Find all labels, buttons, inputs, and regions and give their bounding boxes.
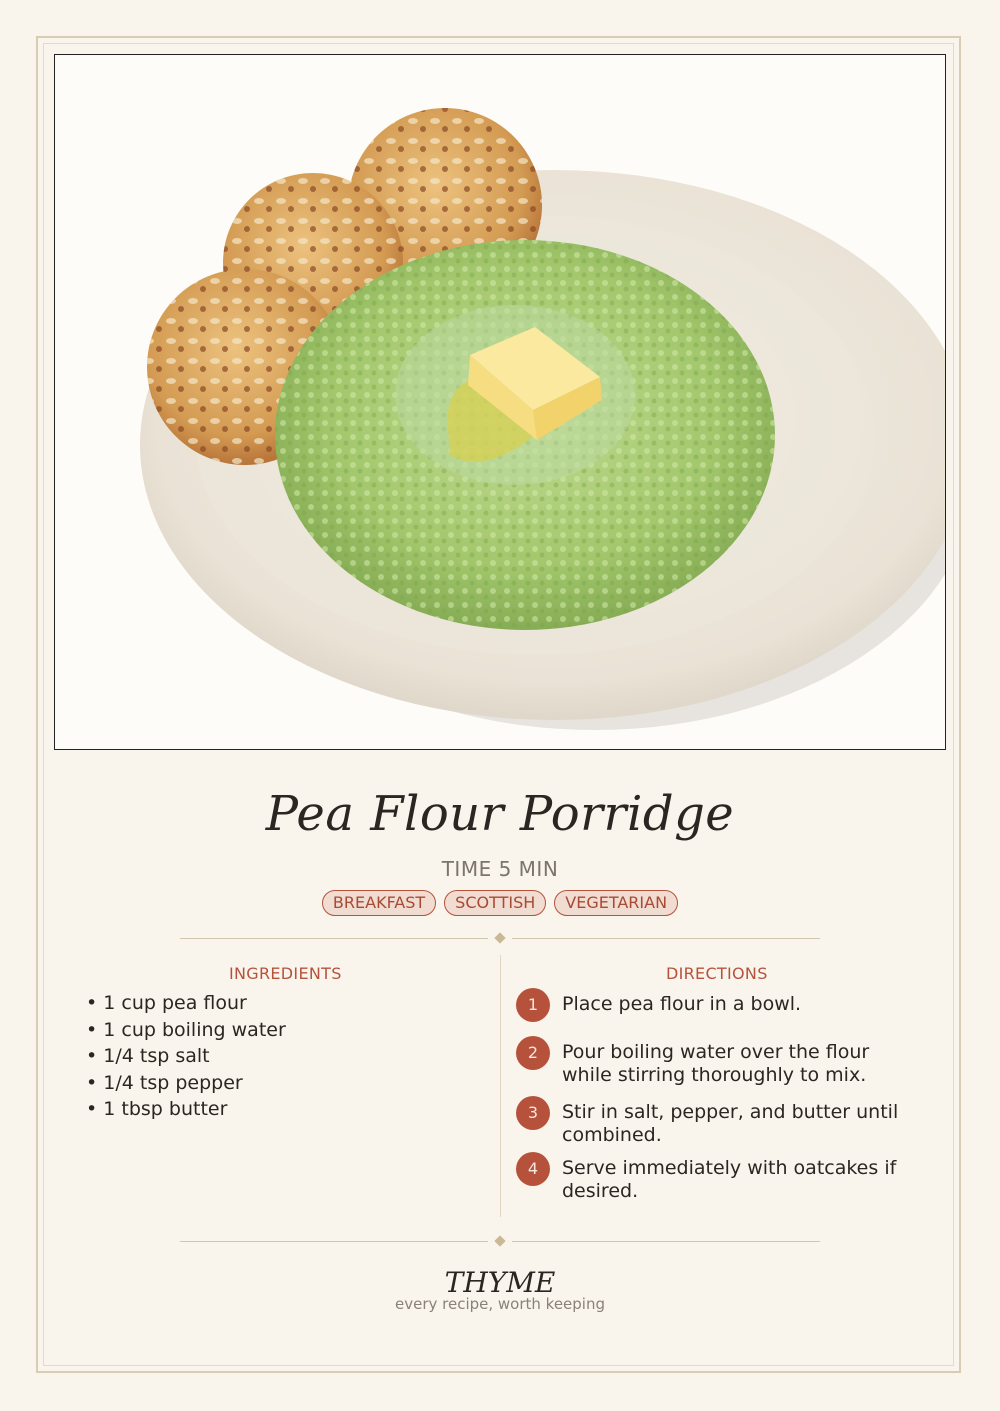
step-text: Serve immediately with oatcakes if desired. (562, 1157, 897, 1202)
cook-time: TIME 5 MIN (441, 857, 559, 881)
tag-badge: BREAKFAST (322, 890, 436, 916)
tag-list (0, 890, 1000, 916)
step-number: 1 (516, 988, 550, 1022)
tag-badge: SCOTTISH (444, 890, 546, 916)
diamond-ornament-icon (494, 932, 505, 943)
directions-heading: DIRECTIONS (666, 964, 768, 983)
brand-tagline: every recipe, worth keeping (394, 1295, 605, 1313)
ingredient-item: • 1/4 tsp pepper (86, 1070, 286, 1097)
ingredients-list (86, 990, 286, 1123)
step-text: Pour boiling water over the flour while stirring thoroughly to mix. (562, 1041, 870, 1086)
ingredient-item: • 1 tbsp butter (86, 1096, 286, 1123)
step-number: 4 (516, 1152, 550, 1186)
step-number: 2 (516, 1036, 550, 1070)
ingredient-item: • 1 cup pea flour (86, 990, 286, 1017)
brand-logo: THYME (444, 1266, 556, 1299)
step-number: 3 (516, 1096, 550, 1130)
recipe-photo (54, 54, 946, 750)
bottom-divider (180, 1235, 820, 1249)
ingredient-item: • 1/4 tsp salt (86, 1043, 286, 1070)
column-divider (500, 955, 501, 1217)
ingredients-heading: INGREDIENTS (229, 964, 342, 983)
tag-badge: VEGETARIAN (554, 890, 678, 916)
recipe-title: Pea Flour Porridge (265, 786, 735, 842)
diamond-ornament-icon (494, 1235, 505, 1246)
step-text: Stir in salt, pepper, and butter until combined. (562, 1101, 899, 1146)
ingredient-item: • 1 cup boiling water (86, 1017, 286, 1044)
top-divider (180, 932, 820, 946)
step-text: Place pea flour in a bowl. (562, 993, 802, 1015)
